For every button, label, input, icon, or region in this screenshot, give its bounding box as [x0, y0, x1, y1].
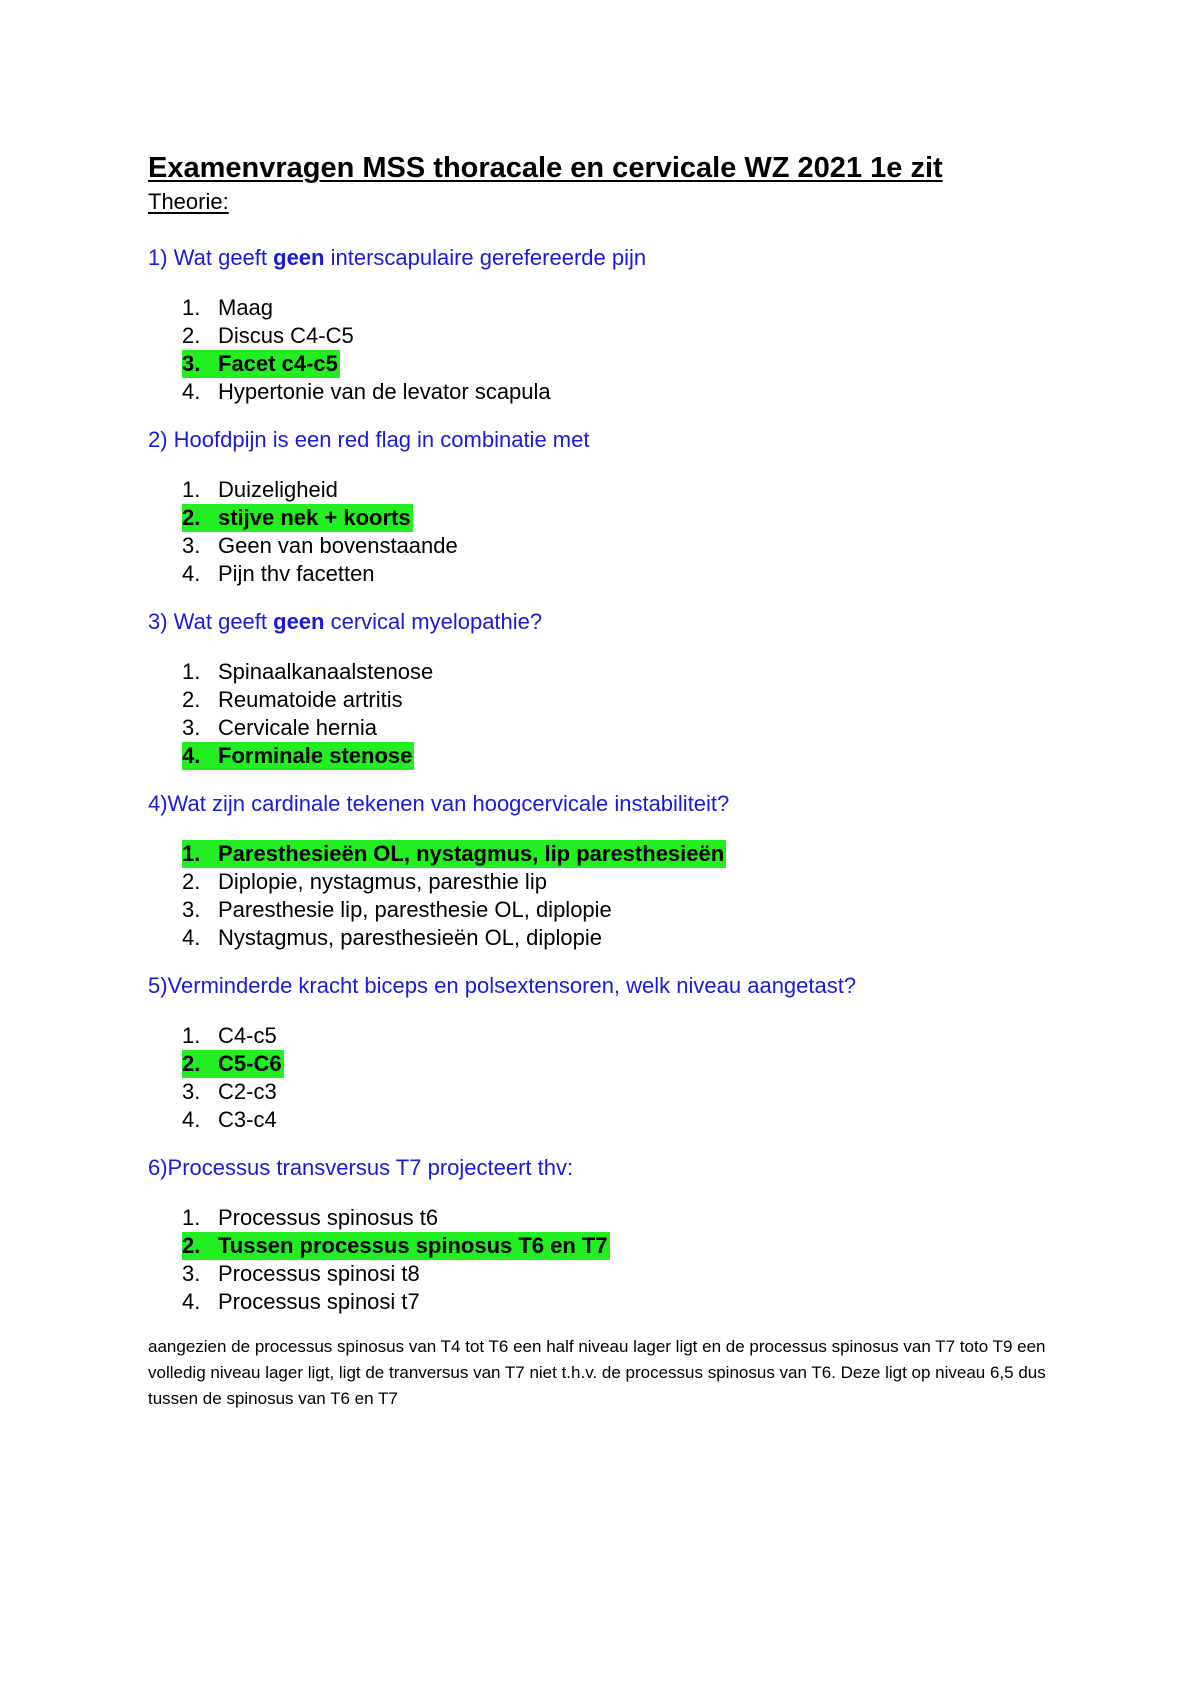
answer-option	[182, 476, 1068, 504]
answer-number: 4.	[182, 925, 201, 950]
answer-number: 1.	[182, 477, 201, 502]
question-block	[148, 608, 1068, 770]
answer-number: 4.	[182, 1289, 201, 1314]
answer-number: 3.	[182, 1079, 201, 1104]
answer-text: Forminale stenose	[218, 743, 413, 768]
answer-option	[182, 1288, 1068, 1316]
answer-number: 3.	[182, 1261, 201, 1286]
answer-list	[148, 294, 1068, 406]
answer-number: 2.	[182, 505, 201, 530]
answer-option-correct	[182, 742, 1068, 770]
answer-option	[182, 714, 1068, 742]
answer-text: Processus spinosi t7	[218, 1289, 420, 1314]
answer-list	[148, 1204, 1068, 1316]
answer-text: Paresthesieën OL, nystagmus, lip paresthesieën	[218, 841, 725, 866]
answer-number: 1.	[182, 1023, 201, 1048]
answer-option	[182, 294, 1068, 322]
answer-number: 3.	[182, 897, 201, 922]
question-text	[148, 790, 1068, 818]
answer-number: 4.	[182, 561, 201, 586]
answer-option	[182, 924, 1068, 952]
answer-number: 2.	[182, 323, 201, 348]
question-prefix: 3) Wat geeft	[148, 609, 274, 634]
question-block	[148, 972, 1068, 1134]
answer-option	[182, 1106, 1068, 1134]
question-block	[148, 1154, 1068, 1316]
answer-option-correct	[182, 504, 1068, 532]
answer-number: 2.	[182, 687, 201, 712]
answer-number: 1.	[182, 841, 201, 866]
section-label: Theorie:	[148, 189, 229, 214]
answer-text: C2-c3	[218, 1079, 277, 1104]
answer-option	[182, 1260, 1068, 1288]
answer-option-correct	[182, 1232, 1068, 1260]
answer-text: Facet c4-c5	[218, 351, 338, 376]
answer-number: 2.	[182, 1051, 201, 1076]
answer-number: 2.	[182, 1233, 201, 1258]
answer-text: C3-c4	[218, 1107, 277, 1132]
answer-number: 1.	[182, 659, 201, 684]
answer-option	[182, 868, 1068, 896]
answer-text: Maag	[218, 295, 274, 320]
answer-text: Diplopie, nystagmus, paresthie lip	[218, 869, 547, 894]
answer-list	[148, 1022, 1068, 1134]
answer-option-correct	[182, 350, 1068, 378]
answer-text: Processus spinosi t8	[218, 1261, 420, 1286]
answer-text: Pijn thv facetten	[218, 561, 375, 586]
answer-option	[182, 896, 1068, 924]
answer-number: 4.	[182, 743, 201, 768]
question-suffix: cervical myelopathie?	[324, 609, 543, 634]
question-prefix: 4)Wat zijn cardinale tekenen van hoogcervicale instabiliteit?	[148, 791, 730, 816]
answer-list	[148, 658, 1068, 770]
answer-text: Duizeligheid	[218, 477, 338, 502]
question-prefix: 6)Processus transversus T7 projecteert thv:	[148, 1155, 574, 1180]
answer-list	[148, 840, 1068, 952]
question-block	[148, 790, 1068, 952]
explanation-text: aangezien de processus spinosus van T4 tot T6 een half niveau lager ligt en de processus spinosus van T7 toto T9 een volledig niveau lager ligt, ligt de tranversus van T7 niet t.h.v. de processus spinosus van T6. Deze ligt op niveau 6,5 dus tussen de spinosus van T6 en T7	[148, 1337, 1046, 1408]
answer-option	[182, 378, 1068, 406]
answer-text: Discus C4-C5	[218, 323, 354, 348]
question-suffix: interscapulaire gerefereerde pijn	[324, 245, 647, 270]
question-text	[148, 1154, 1068, 1182]
correct-answer-highlight	[182, 742, 414, 770]
answer-option	[182, 532, 1068, 560]
correct-answer-highlight	[182, 840, 726, 868]
answer-option	[182, 1022, 1068, 1050]
answer-number: 3.	[182, 351, 201, 376]
answer-number: 4.	[182, 379, 201, 404]
answer-text: Nystagmus, paresthesieën OL, diplopie	[218, 925, 602, 950]
question-emphasis: geen	[273, 609, 325, 634]
answer-text: Spinaalkanaalstenose	[218, 659, 434, 684]
answer-option	[182, 1078, 1068, 1106]
answer-number: 3.	[182, 715, 201, 740]
answer-number: 1.	[182, 295, 201, 320]
answer-text: Paresthesie lip, paresthesie OL, diplopie	[218, 897, 612, 922]
answer-number: 3.	[182, 533, 201, 558]
document-content	[148, 150, 1068, 1412]
answer-text: Cervicale hernia	[218, 715, 377, 740]
answer-option-correct	[182, 840, 1068, 868]
answer-list	[148, 476, 1068, 588]
question-prefix: 2) Hoofdpijn is een red flag in combinatie met	[148, 427, 590, 452]
answer-number: 1.	[182, 1205, 201, 1230]
question-block	[148, 244, 1068, 406]
question-emphasis: geen	[273, 245, 325, 270]
correct-answer-highlight	[182, 1232, 610, 1260]
answer-option	[182, 1204, 1068, 1232]
questions-list	[148, 244, 1068, 1316]
answer-option	[182, 658, 1068, 686]
answer-text: C5-C6	[218, 1051, 282, 1076]
question-prefix: 1) Wat geeft	[148, 245, 274, 270]
answer-option	[182, 686, 1068, 714]
answer-option	[182, 560, 1068, 588]
answer-text: Hypertonie van de levator scapula	[218, 379, 551, 404]
answer-text: Geen van bovenstaande	[218, 533, 458, 558]
document-title: Examenvragen MSS thoracale en cervicale WZ 2021 1e zit	[148, 152, 943, 184]
question-text	[148, 426, 1068, 454]
answer-number: 4.	[182, 1107, 201, 1132]
question-block	[148, 426, 1068, 588]
answer-text: Tussen processus spinosus T6 en T7	[218, 1233, 608, 1258]
answer-text: stijve nek + koorts	[218, 505, 411, 530]
question-text	[148, 244, 1068, 272]
question-text	[148, 972, 1068, 1000]
answer-option	[182, 322, 1068, 350]
answer-option-correct	[182, 1050, 1068, 1078]
answer-text: Processus spinosus t6	[218, 1205, 439, 1230]
correct-answer-highlight	[182, 504, 413, 532]
question-prefix: 5)Verminderde kracht biceps en polsextensoren, welk niveau aangetast?	[148, 973, 857, 998]
question-text	[148, 608, 1068, 636]
answer-number: 2.	[182, 869, 201, 894]
answer-text: C4-c5	[218, 1023, 277, 1048]
answer-text: Reumatoide artritis	[218, 687, 403, 712]
